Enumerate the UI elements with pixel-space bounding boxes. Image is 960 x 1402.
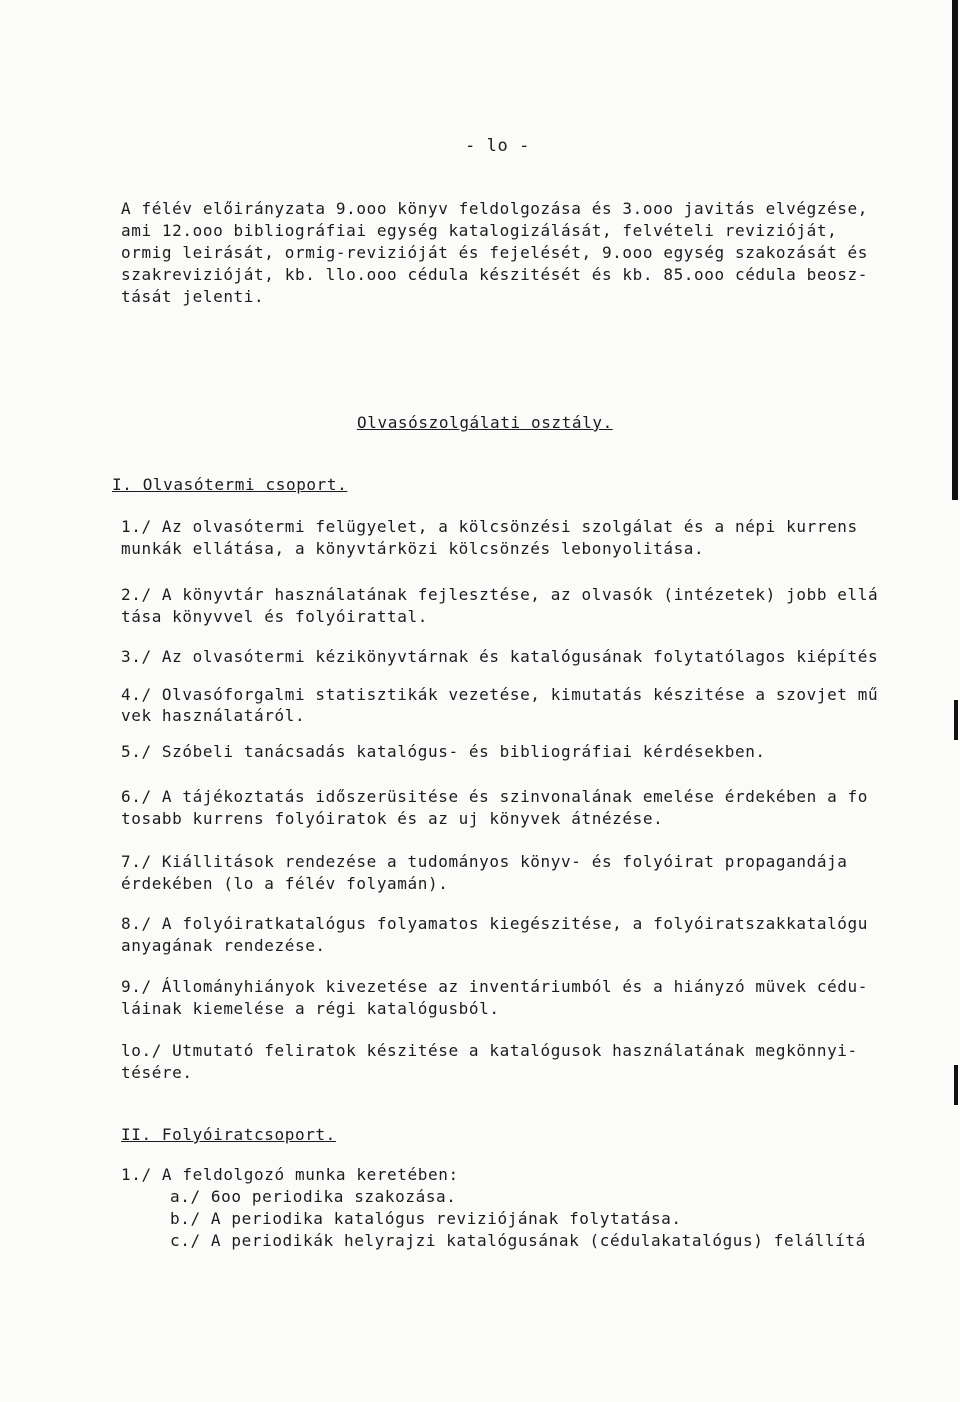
intro-line: tását jelenti. (121, 287, 265, 306)
scan-edge-bar (952, 0, 958, 500)
list-item-line: lo./ Utmutató feliratok készitése a katalógusok használatának megkönnyi- (121, 1041, 858, 1060)
list-item-line: láinak kiemelése a régi katalógusból. (121, 999, 500, 1018)
section-title: Olvasószolgálati osztály. (357, 413, 613, 432)
group1-heading: I. Olvasótermi csoport. (112, 475, 348, 494)
list-item-line: anyagának rendezése. (121, 936, 326, 955)
list-item-line: 1./ A feldolgozó munka keretében: (121, 1165, 459, 1184)
list-item-line: tosabb kurrens folyóiratok és az uj könyvek átnézése. (121, 809, 664, 828)
list-item-line: tésére. (121, 1063, 193, 1082)
list-item-line: 7./ Kiállitások rendezése a tudományos könyv- és folyóirat propagandája (121, 852, 848, 871)
group2-heading: II. Folyóiratcsoport. (121, 1125, 336, 1144)
intro-line: szakrevizióját, kb. llo.ooo cédula készitését és kb. 85.ooo cédula beosz- (121, 265, 868, 284)
intro-line: ami 12.ooo bibliográfiai egység katalogizálását, felvételi revizióját, (121, 221, 838, 240)
scan-edge-bar (954, 1065, 958, 1105)
sub-item-line: c./ A periodikák helyrajzi katalógusának (cédulakatalógus) felállítá (170, 1231, 866, 1250)
list-item-line: 8./ A folyóiratkatalógus folyamatos kiegészitése, a folyóiratszakkatalógu (121, 914, 868, 933)
list-item-line: 9./ Állományhiányok kivezetése az inventáriumból és a hiányzó müvek cédu- (121, 977, 868, 996)
list-item-line: tása könyvvel és folyóirattal. (121, 607, 428, 626)
list-item-line: 4./ Olvasóforgalmi statisztikák vezetése, kimutatás készitése a szovjet mű (121, 685, 879, 704)
intro-line: ormig leirását, ormig-revizióját és fejelését, 9.ooo egység szakozását és (121, 243, 868, 262)
page-number: - lo - (465, 136, 531, 156)
list-item-line: 3./ Az olvasótermi kézikönyvtárnak és katalógusának folytatólagos kiépítés (121, 647, 879, 666)
list-item-line: vek használatáról. (121, 706, 306, 725)
list-item-line: 6./ A tájékoztatás időszerüsitése és szinvonalának emelése érdekében a fo (121, 787, 868, 806)
list-item-line: 1./ Az olvasótermi felügyelet, a kölcsönzési szolgálat és a népi kurrens (121, 517, 858, 536)
list-item-line: érdekében (lo a félév folyamán). (121, 874, 449, 893)
list-item-line: munkák ellátása, a könyvtárközi kölcsönzés lebonyolitása. (121, 539, 705, 558)
sub-item-line: a./ 6oo periodika szakozása. (170, 1187, 457, 1206)
intro-line: A félév előirányzata 9.ooo könyv feldolgozása és 3.ooo javitás elvégzése, (121, 199, 868, 218)
list-item-line: 5./ Szóbeli tanácsadás katalógus- és bibliográfiai kérdésekben. (121, 742, 766, 761)
list-item-line: 2./ A könyvtár használatának fejlesztése, az olvasók (intézetek) jobb ellá (121, 585, 879, 604)
sub-item-line: b./ A periodika katalógus reviziójának folytatása. (170, 1209, 682, 1228)
scan-edge-bar (954, 700, 958, 740)
